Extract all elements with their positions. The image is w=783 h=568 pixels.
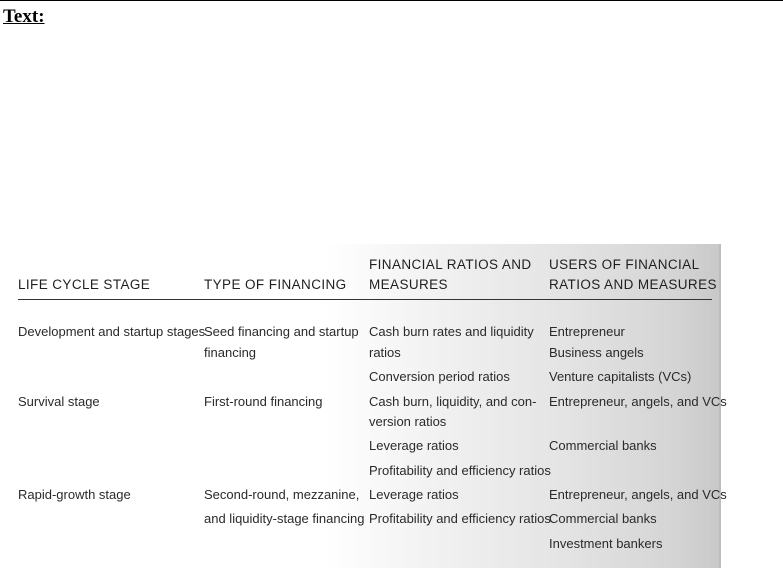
header-financial-ratios-line1: FINANCIAL RATIOS AND <box>369 257 532 272</box>
row3-user-1: Entrepreneur, angels, and VCs <box>549 487 727 502</box>
row2-ratio-2: version ratios <box>369 414 447 429</box>
row3-ratio-2: Profitability and efficiency ratios <box>369 511 551 526</box>
header-rule <box>18 299 712 300</box>
row3-financing-line2: and liquidity-stage financing <box>204 511 365 526</box>
row1-financing-line2: financing <box>204 345 257 360</box>
row3-user-2: Commercial banks <box>549 511 657 526</box>
header-life-cycle-stage: LIFE CYCLE STAGE <box>18 277 151 292</box>
header-financial-ratios-line2: MEASURES <box>369 277 448 292</box>
row3-ratio-1: Leverage ratios <box>369 487 459 502</box>
row3-stage: Rapid-growth stage <box>18 487 131 502</box>
text-heading: Text: <box>3 6 45 27</box>
top-rule <box>0 0 783 1</box>
row2-financing-line1: First-round financing <box>204 394 323 409</box>
header-users-line1: USERS OF FINANCIAL <box>549 257 700 272</box>
header-type-of-financing: TYPE OF FINANCING <box>204 277 347 292</box>
row3-financing-line1: Second-round, mezzanine, <box>204 487 360 502</box>
header-users-line2: RATIOS AND MEASURES <box>549 277 717 292</box>
row2-user-2: Commercial banks <box>549 438 657 453</box>
row1-stage: Development and startup stages <box>18 324 206 339</box>
row1-financing-line1: Seed financing and startup <box>204 324 359 339</box>
row1-user-1: Entrepreneur <box>549 324 625 339</box>
row2-ratio-4: Profitability and efficiency ratios <box>369 463 551 478</box>
row2-ratio-1: Cash burn, liquidity, and con- <box>369 394 537 409</box>
row2-stage: Survival stage <box>18 394 100 409</box>
row2-ratio-3: Leverage ratios <box>369 438 459 453</box>
row2-user-1: Entrepreneur, angels, and VCs <box>549 394 727 409</box>
row1-user-3: Venture capitalists (VCs) <box>549 369 692 384</box>
row1-ratio-3: Conversion period ratios <box>369 369 510 384</box>
row1-ratio-2: ratios <box>369 345 401 360</box>
row1-ratio-1: Cash burn rates and liquidity <box>369 324 534 339</box>
row1-user-2: Business angels <box>549 345 644 360</box>
row3-user-3: Investment bankers <box>549 536 663 551</box>
